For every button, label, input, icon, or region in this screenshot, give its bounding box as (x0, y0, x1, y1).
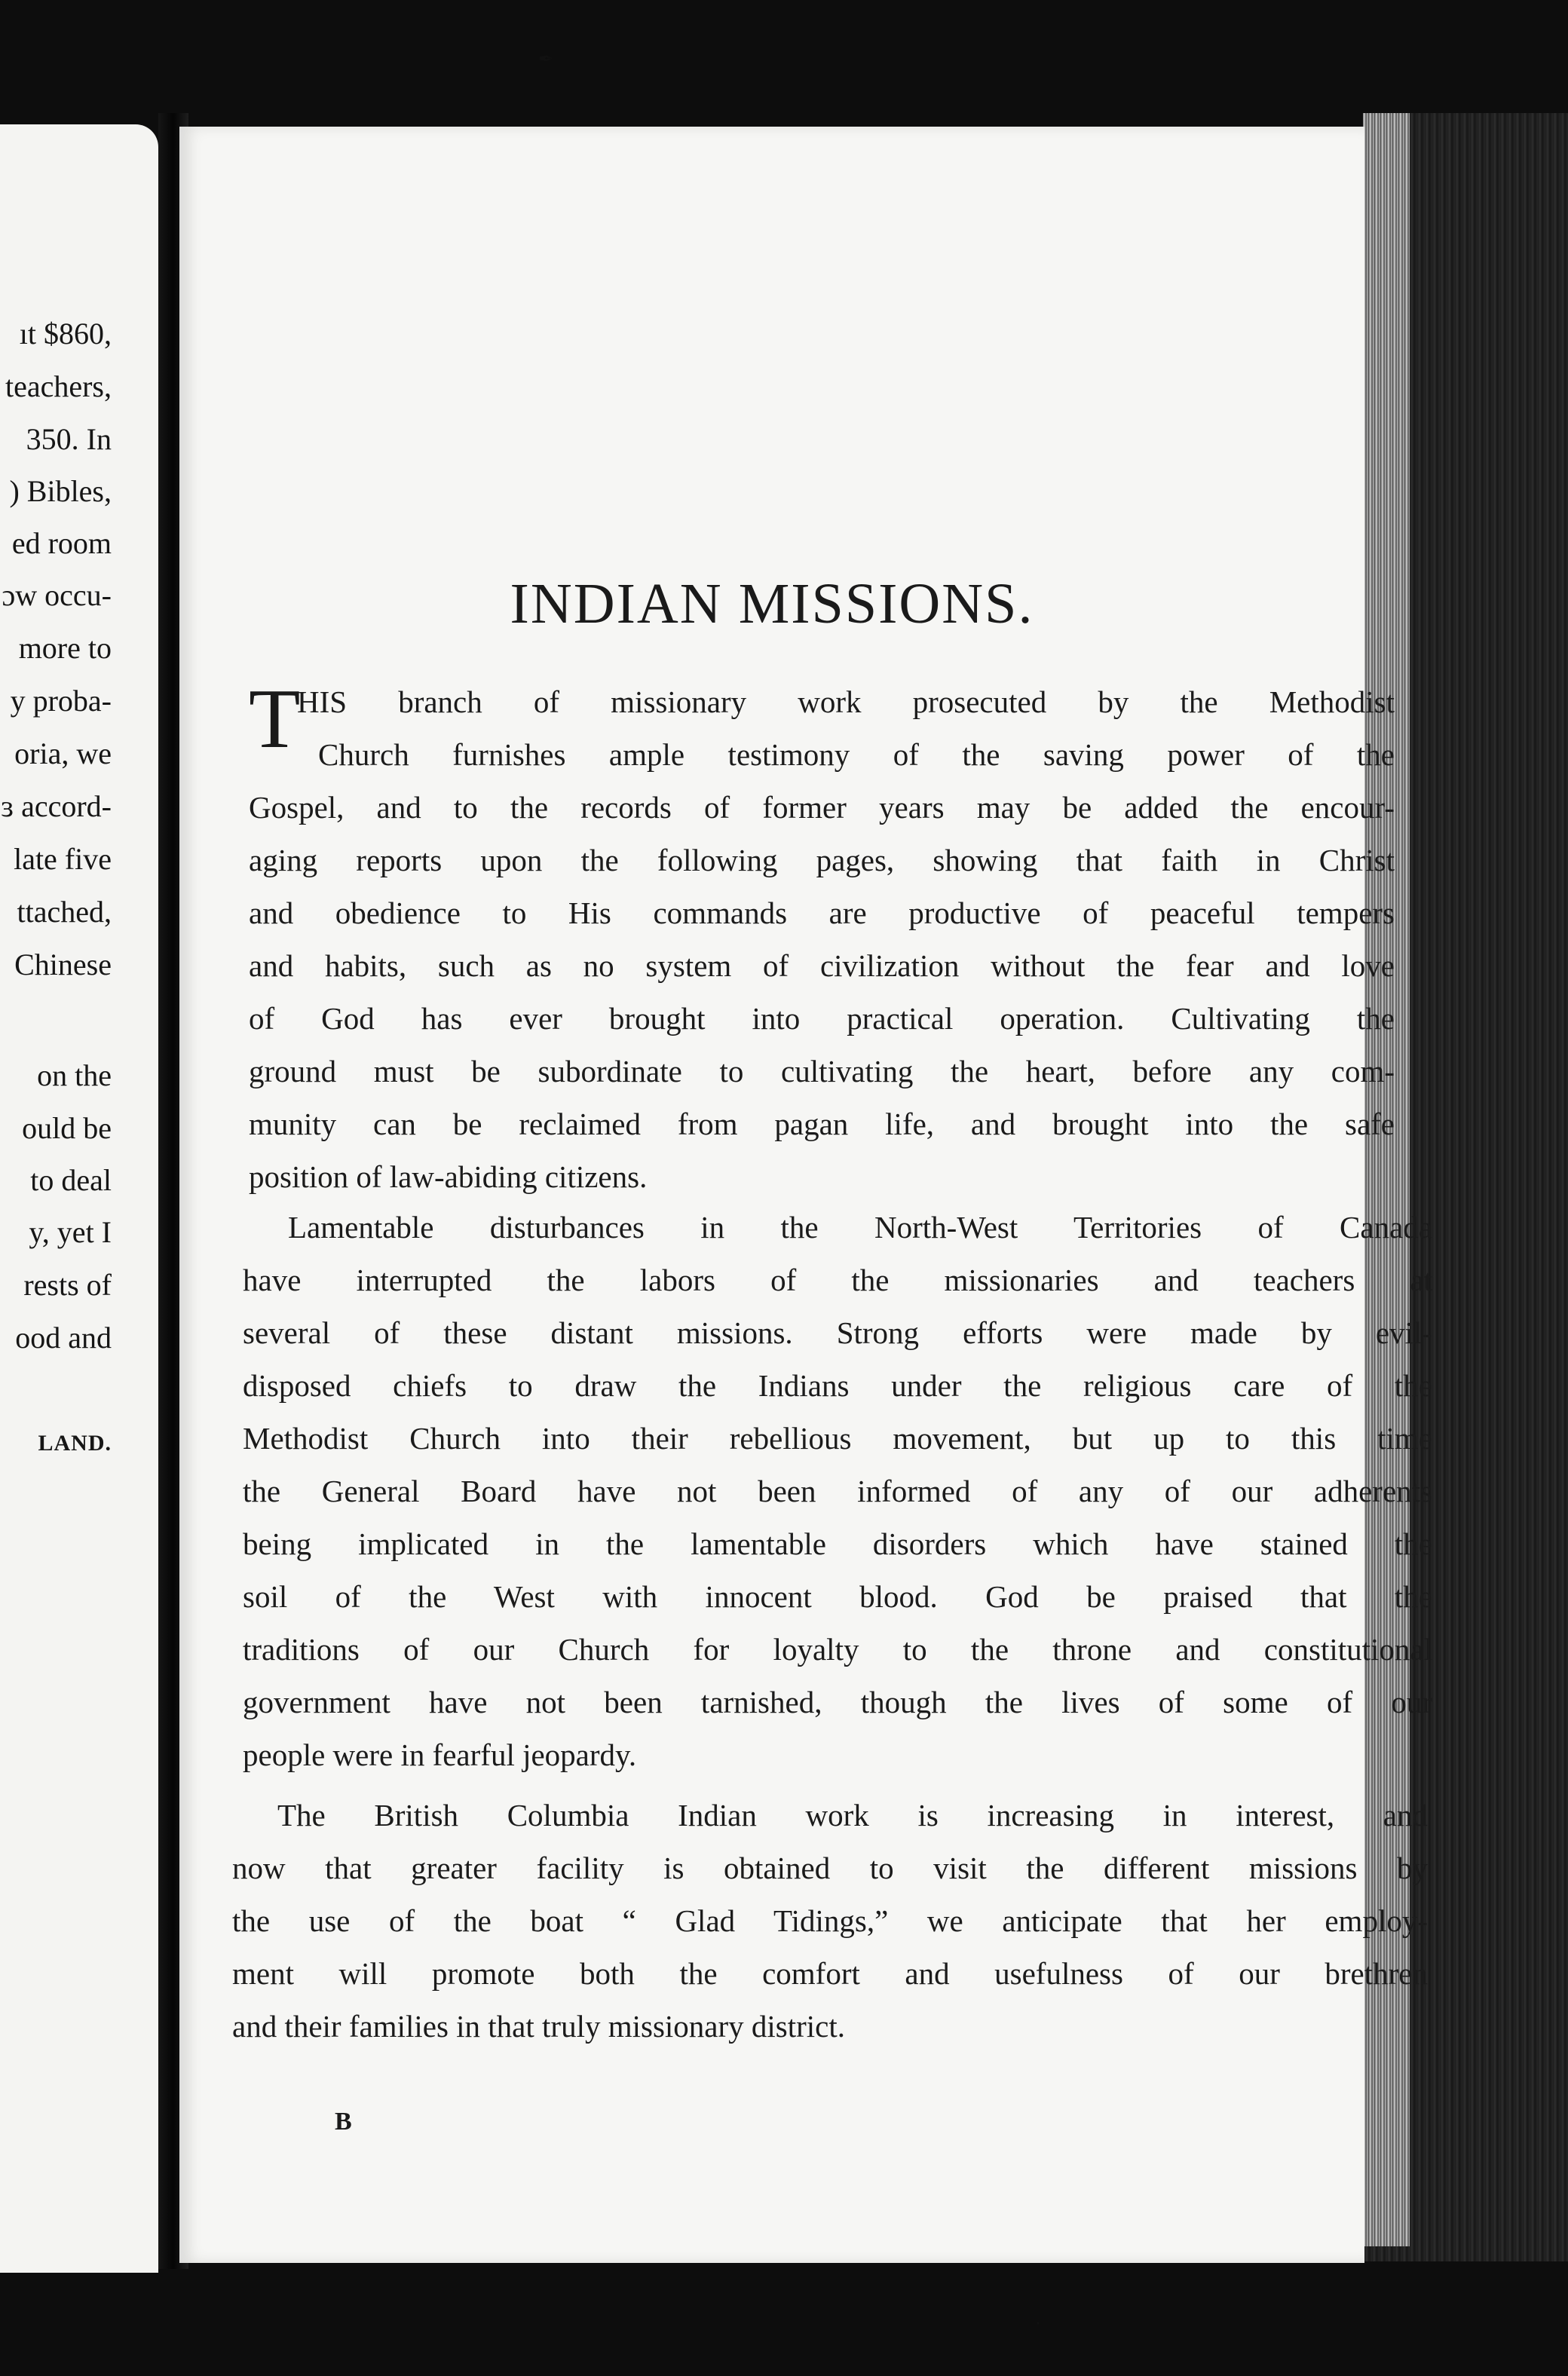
paragraph-line: disposed chiefs to draw the Indians under the religious care of the (243, 1368, 1432, 1403)
signature-mark: B (335, 2108, 352, 2136)
drop-cap: T (249, 672, 301, 766)
paragraph-line: Church furnishes ample testimony of the saving power of the (318, 737, 1395, 772)
left-page-line: ıt $860, (19, 317, 112, 351)
left-page-line: more to (18, 631, 112, 665)
left-page-line: on the (37, 1058, 112, 1092)
left-page-line: late five (14, 842, 112, 876)
page-title: INDIAN MISSIONS. (510, 572, 1034, 635)
main-page (179, 127, 1432, 2263)
left-page-line: to deal (30, 1163, 112, 1197)
paragraph-line: aging reports upon the following pages, showing that faith in Christ (249, 843, 1395, 877)
paragraph-2 (243, 1201, 1432, 1781)
left-page-line: ould be (22, 1111, 112, 1145)
paragraph-line: several of these distant missions. Strong efforts were made by evil- (243, 1315, 1432, 1350)
paragraph-line: soil of the West with innocent blood. God be praised that the (243, 1579, 1432, 1614)
left-page-line: Chinese (14, 948, 112, 981)
paragraph-line: being implicated in the lamentable disorders which have stained the (243, 1526, 1432, 1561)
paragraph-line: ground must be subordinate to cultivating the heart, before any com- (249, 1054, 1395, 1088)
paragraph-line: and their families in that truly missionary district. (232, 2009, 846, 2044)
paragraph-3 (232, 1789, 1428, 2053)
paragraph-line: HIS branch of missionary work prosecuted by the Methodist (297, 684, 1395, 719)
paragraph-line: Gospel, and to the records of former years may be added the encour- (249, 790, 1395, 825)
left-page (0, 124, 158, 2273)
left-page-line: ɜ accord- (1, 789, 112, 823)
paragraph-line: now that greater facility is obtained to visit the different missions by (232, 1851, 1428, 1885)
paragraph-line: the General Board have not been informed of any of our adherents (243, 1474, 1432, 1508)
paragraph-line: and habits, such as no system of civilization without the fear and love (249, 948, 1395, 983)
paragraph-line: Lamentable disturbances in the North-West Territories of Canada (288, 1210, 1432, 1245)
left-page-line: y proba- (10, 684, 112, 718)
left-page-line: ed room (11, 526, 112, 560)
paragraph-line: munity can be reclaimed from pagan life, and brought into the safe (249, 1107, 1395, 1141)
left-page-line: teachers, (5, 369, 112, 403)
left-page-line: ɔw occu- (2, 578, 112, 612)
paragraph-line: position of law-abiding citizens. (249, 1159, 648, 1194)
left-page-line: rests of (23, 1268, 112, 1302)
left-page-line: ood and (15, 1321, 112, 1355)
left-page-line: ttached, (17, 895, 112, 929)
paragraph-line: and obedience to His commands are productive of peaceful tempers (249, 896, 1395, 930)
paragraph-line: traditions of our Church for loyalty to the throne and constitutional (243, 1632, 1432, 1667)
paragraph-line: people were in fearful jeopardy. (243, 1738, 637, 1772)
left-page-line: y, yet I (29, 1215, 112, 1249)
scan-speck: · (1035, 2314, 1041, 2334)
paragraph-line: government have not been tarnished, though the lives of some of our (243, 1685, 1432, 1719)
paragraph-line: of God has ever brought into practical operation. Cultivating the (249, 1001, 1395, 1036)
paragraph-line: have interrupted the labors of the missionaries and teachers at (243, 1263, 1432, 1297)
left-page-signature: LAND. (38, 1431, 112, 1456)
left-page-line: 350. In (26, 422, 112, 456)
paragraph-1 (249, 672, 1395, 1203)
paragraph-line: ment will promote both the comfort and usefulness of our brethren (232, 1956, 1428, 1991)
paragraph-line: the use of the boat “ Glad Tidings,” we anticipate that her employ- (232, 1903, 1428, 1938)
paragraph-line: The British Columbia Indian work is increasing in interest, and (277, 1798, 1428, 1833)
paragraph-line: Methodist Church into their rebellious movement, but up to this time (243, 1421, 1432, 1456)
left-page-line: oria, we (14, 736, 112, 770)
left-page-line: ) Bibles, (9, 474, 112, 508)
scan-speck: ✒ (538, 50, 554, 69)
